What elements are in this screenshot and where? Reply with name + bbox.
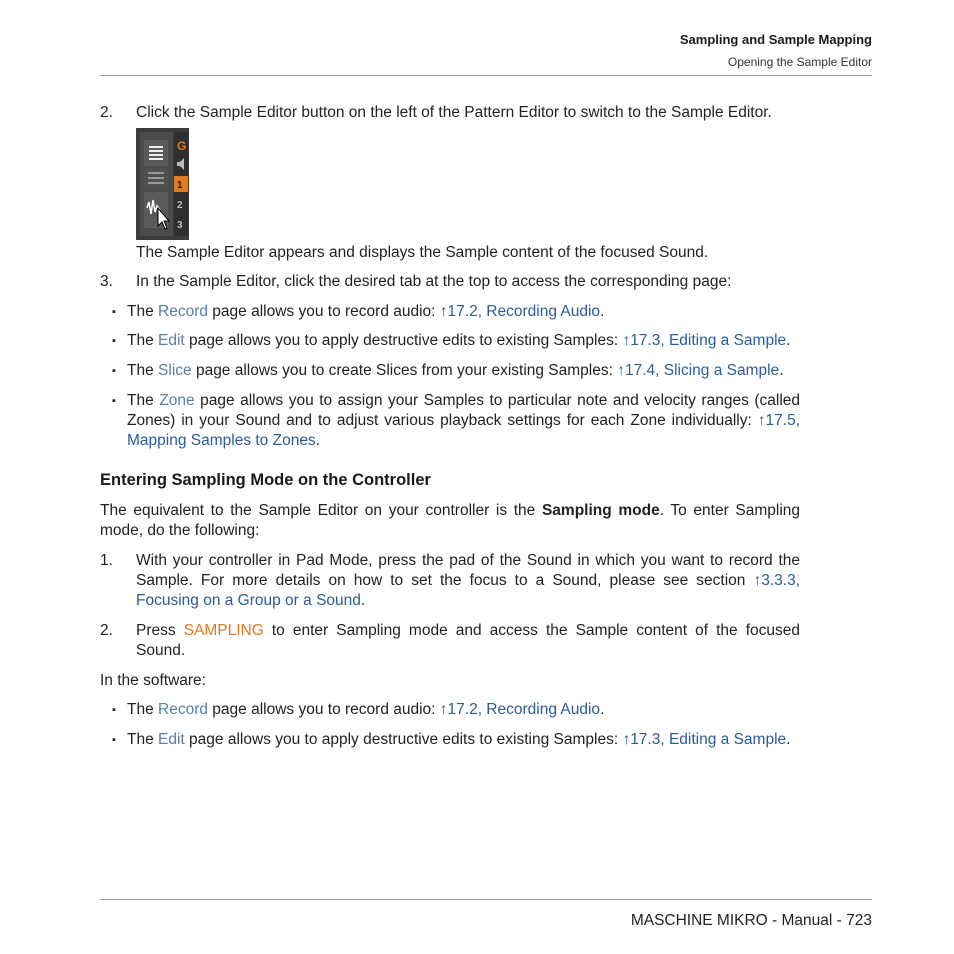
bullet-text: page allows you to apply destructive edits to existing Samples: [184, 332, 623, 349]
bullet-mark: ▪ [112, 306, 116, 318]
bullet-text: page allows you to create Slices from your existing Samples: [191, 362, 618, 379]
sample-editor-description: The Sample Editor appears and displays the Sample content of the focused Sound. [136, 244, 709, 261]
step-2-sample-editor [100, 103, 800, 123]
bullet-mark: ▪ [112, 365, 116, 377]
step-text: In the Sample Editor, click the desired tab at the top to access the corresponding page: [136, 273, 732, 290]
pad-2-label[interactable]: 2 [177, 200, 183, 211]
link-slicing-a-sample[interactable]: ↑17.4, Slicing a Sample [617, 362, 780, 379]
link-editing-a-sample[interactable]: ↑17.3, Editing a Sample [622, 332, 787, 349]
slice-tab-name: Slice [158, 362, 192, 379]
sampling-button-name: SAMPLING [183, 622, 264, 639]
bullet-text: page allows you to apply destructive edits to existing Samples: [184, 731, 623, 748]
bullet-lead: The [127, 332, 154, 349]
in-the-software-label: In the software: [100, 672, 206, 689]
intro-text: The equivalent to the Sample Editor on your controller is the [100, 502, 542, 519]
sampling-mode-term: Sampling mode [541, 502, 660, 519]
running-header-subtitle: Opening the Sample Editor [727, 55, 872, 69]
record-tab-name: Record [158, 701, 208, 718]
bullet-lead: The [127, 392, 154, 409]
edit-tab-name: Edit [158, 731, 185, 748]
bullet-lead: The [127, 731, 154, 748]
keyboard-view-icon[interactable] [144, 168, 168, 190]
record-tab-name: Record [158, 303, 208, 320]
main-content [100, 103, 800, 750]
step-text: Press [136, 622, 184, 639]
link-mapping-samples-to-zones[interactable]: ↑17.5, Mapping Samples to Zones [127, 412, 800, 449]
step-number: 3. [100, 273, 113, 290]
link-recording-audio[interactable]: ↑17.2, Recording Audio [439, 303, 601, 320]
bullet-edit-page [100, 331, 800, 351]
bullet-lead: The [127, 303, 154, 320]
controller-step-1 [100, 551, 800, 611]
bullet-mark: ▪ [112, 704, 116, 716]
bullet-end: . [786, 332, 791, 349]
bullet-text: page allows you to record audio: [208, 701, 440, 718]
edit-tab-name: Edit [158, 332, 185, 349]
bullet-end: . [786, 731, 791, 748]
step-end: . [360, 592, 366, 609]
bullet-end: . [600, 701, 605, 718]
bullet-mark: ▪ [112, 335, 116, 347]
step-number: 2. [100, 622, 113, 639]
running-header-title: Sampling and Sample Mapping [679, 32, 872, 47]
footer-rule [100, 899, 872, 900]
bullet-end: . [779, 362, 784, 379]
step-text: Click the Sample Editor button on the left of the Pattern Editor to switch to the Sample Editor. [136, 104, 772, 121]
step-number: 2. [100, 104, 113, 121]
link-recording-audio[interactable]: ↑17.2, Recording Audio [439, 701, 601, 718]
step-3-tabs [100, 272, 800, 292]
section-heading: Entering Sampling Mode on the Controller [100, 471, 431, 489]
bullet-mark: ▪ [112, 734, 116, 746]
link-focusing-on-group-or-sound[interactable]: ↑3.3.3, Focusing on a Group or a Sound [136, 572, 800, 609]
software-bullet-record [100, 700, 800, 720]
link-editing-a-sample[interactable]: ↑17.3, Editing a Sample [622, 731, 787, 748]
group-letter: G [177, 139, 187, 153]
sampling-mode-intro [100, 501, 800, 541]
sample-editor-button-screenshot [136, 128, 189, 240]
zone-tab-name: Zone [159, 392, 195, 409]
bullet-text: page allows you to record audio: [208, 303, 440, 320]
bullet-slice-page [100, 361, 800, 381]
bullet-record-page [100, 302, 800, 322]
bullet-text: page allows you to assign your Samples to particular note and velocity ranges (called Zones) in your Sound and to adjust various playback settings for each Zone individually: [127, 392, 801, 429]
step-text-end: to enter Sampling mode and access the Sample content of the focused Sound. [136, 622, 800, 659]
page-footer: MASCHINE MIKRO - Manual - 723 [630, 912, 872, 929]
step-number: 1. [100, 552, 113, 569]
intro-text-end: . To enter Sampling mode, do the following: [100, 502, 801, 539]
controller-step-2 [100, 621, 800, 661]
pad-1-label: 1 [177, 180, 183, 191]
bullet-end: . [315, 432, 320, 449]
pad-3-label[interactable]: 3 [177, 220, 183, 231]
bullet-mark: ▪ [112, 395, 116, 407]
header-rule [100, 75, 872, 76]
bullet-zone-page [100, 391, 800, 451]
bullet-lead: The [127, 362, 154, 379]
screenshot-graphic [136, 128, 189, 240]
software-bullet-edit [100, 730, 800, 750]
step-text: With your controller in Pad Mode, press the pad of the Sound in which you want to record the Sample. For more details on how to set the focus to a Sound, please see section [136, 552, 800, 589]
bullet-end: . [600, 303, 605, 320]
pattern-view-icon[interactable] [144, 140, 168, 166]
bullet-lead: The [127, 701, 154, 718]
